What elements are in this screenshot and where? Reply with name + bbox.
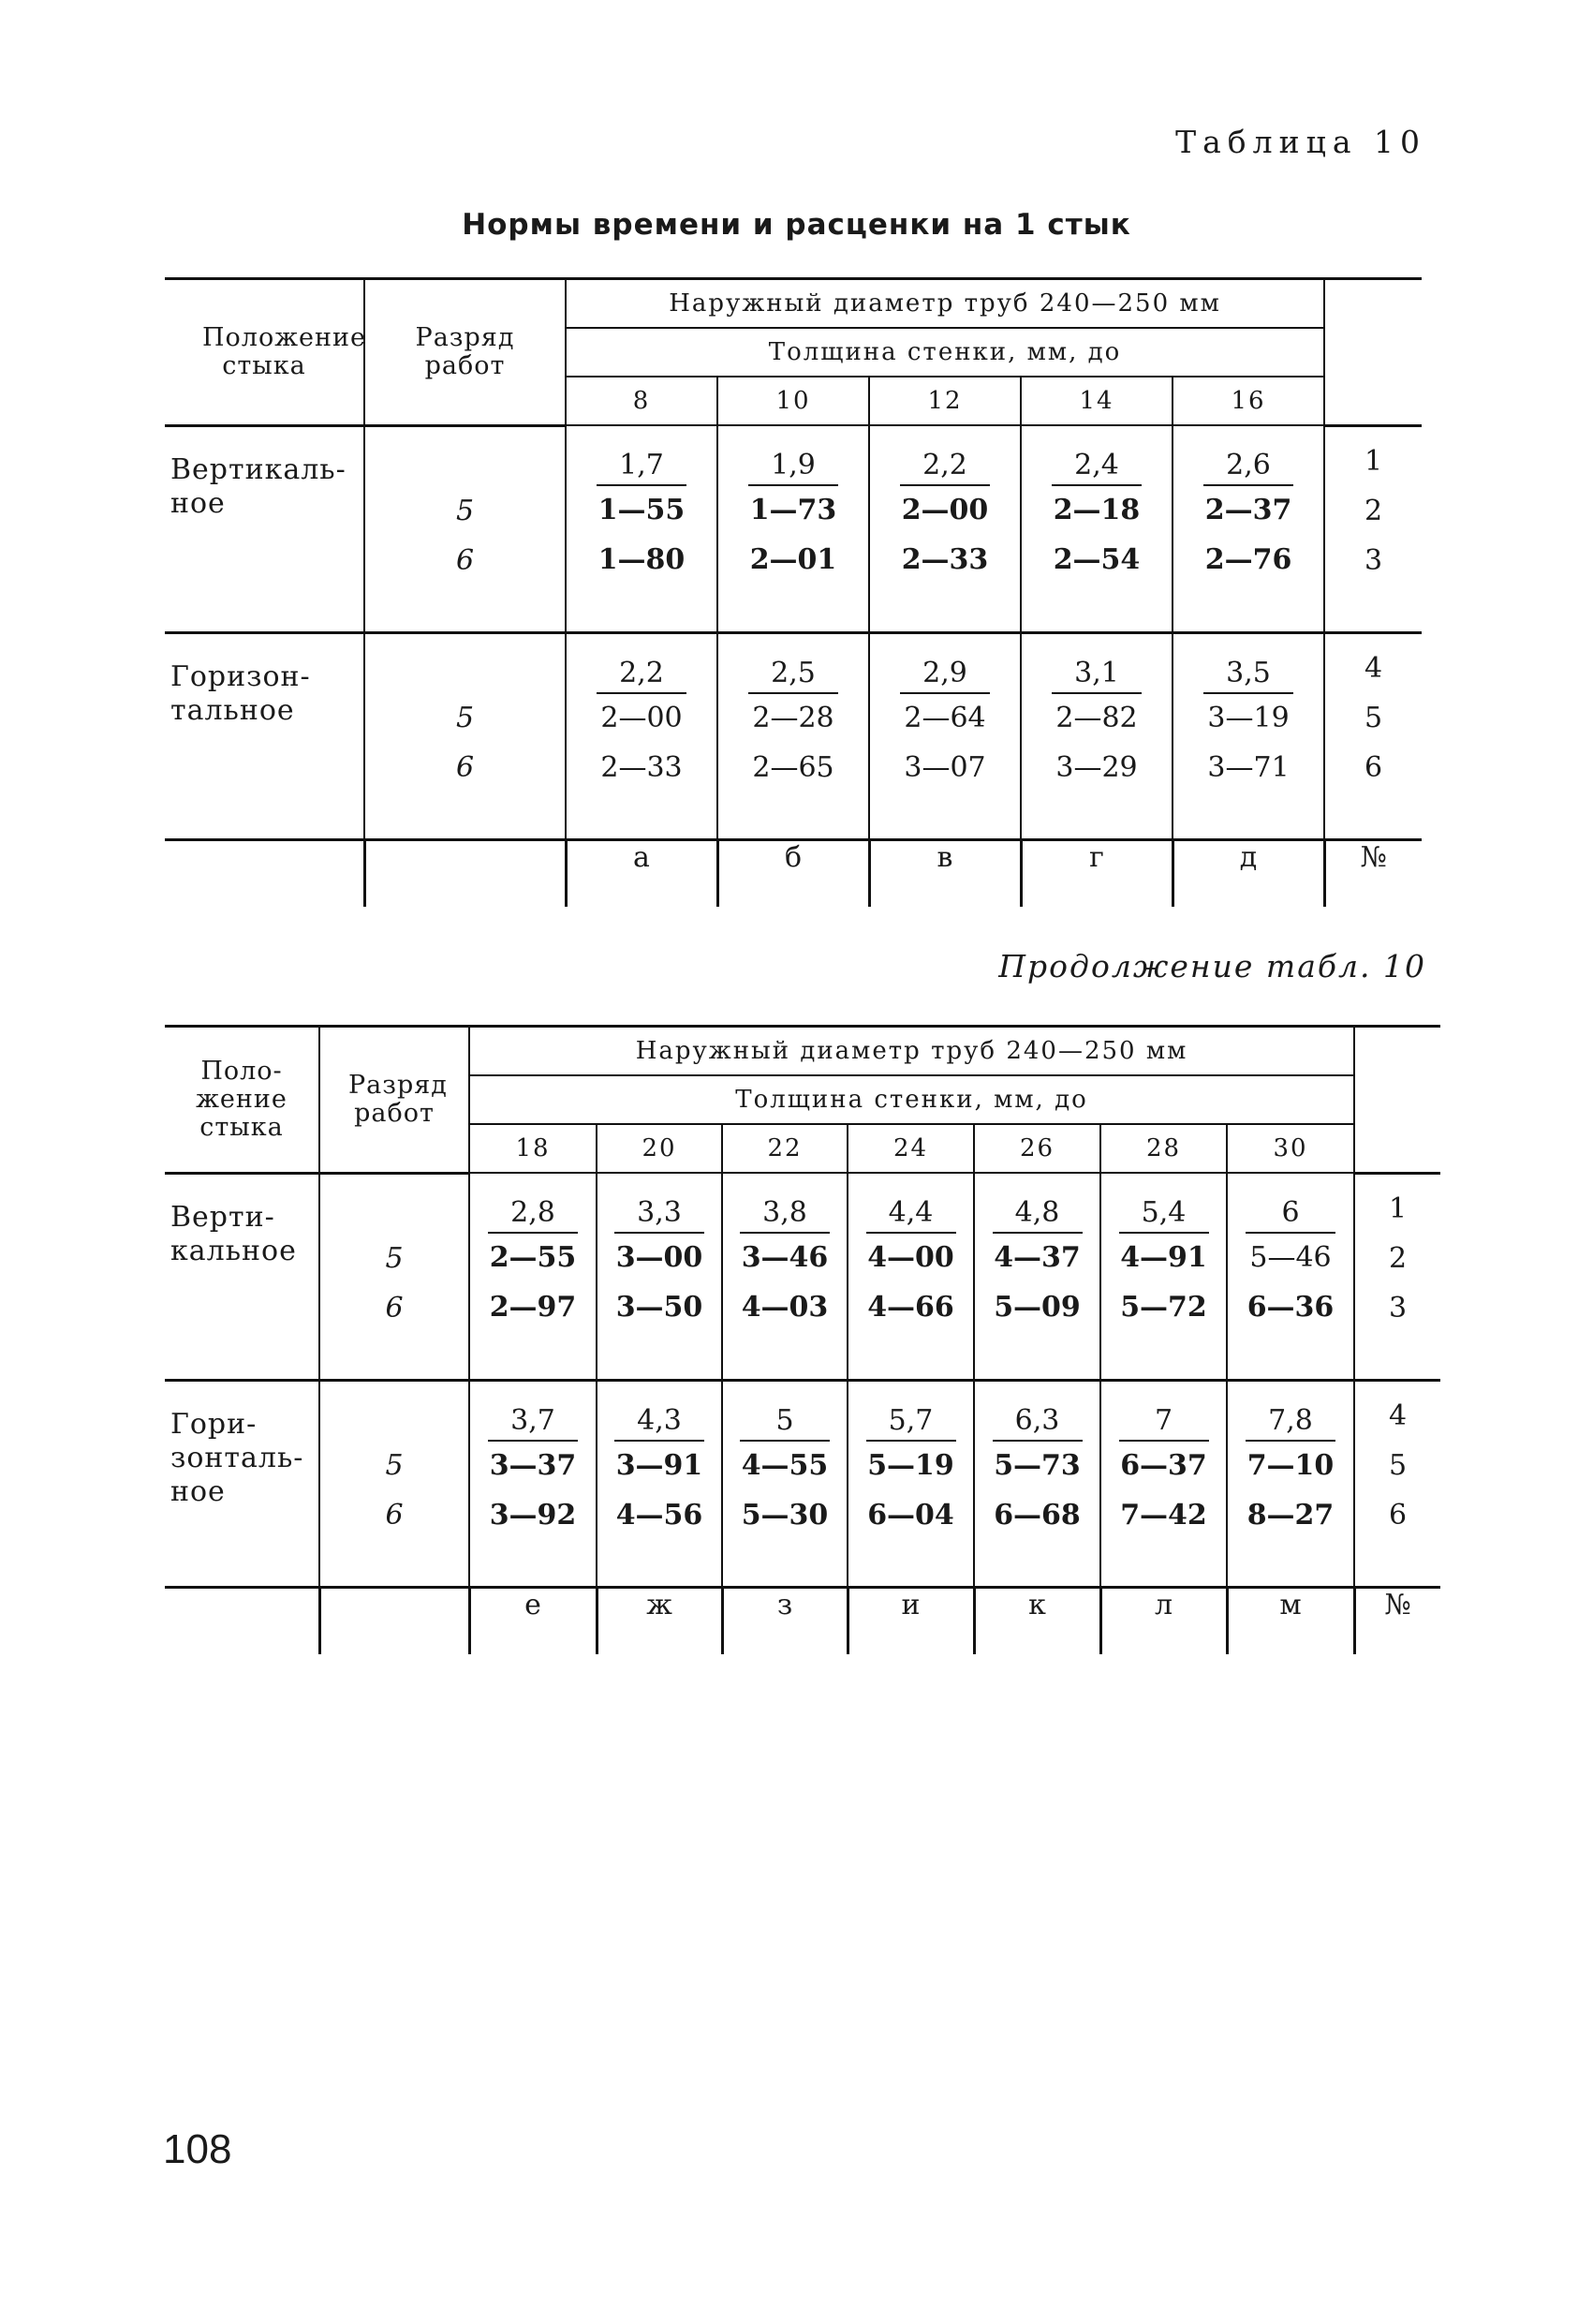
- header-thickness-value: 12: [869, 377, 1021, 425]
- time-norm: 2,2: [900, 447, 990, 486]
- time-norm: 1,7: [597, 447, 686, 486]
- page-number: 108: [163, 2126, 232, 2172]
- row-number: 4: [1364, 651, 1383, 685]
- rate-grade-5: 2—37: [1204, 494, 1292, 526]
- column-letter: а: [566, 839, 717, 907]
- grade-cell: [364, 632, 566, 839]
- rate-grade-5: 5—19: [867, 1448, 954, 1482]
- value-cell: [1173, 632, 1324, 839]
- column-letter: в: [869, 839, 1021, 907]
- row-number: 1: [1388, 1192, 1408, 1225]
- header-diameter: Наружный диаметр труб 240—250 мм: [469, 1027, 1354, 1076]
- time-norm: 3,5: [1203, 655, 1293, 694]
- time-norm: 3,3: [614, 1194, 704, 1234]
- grade-value: 5: [455, 701, 475, 734]
- time-norm: 1,9: [748, 447, 838, 486]
- value-cell: [722, 1380, 848, 1587]
- header-thickness-value: 20: [597, 1124, 722, 1173]
- grade-value: 6: [385, 1498, 404, 1532]
- value-cell: [1227, 1173, 1354, 1380]
- value-cell: [469, 1380, 597, 1587]
- rate-grade-5: 2—28: [752, 701, 834, 734]
- row-number: 5: [1364, 701, 1383, 734]
- value-cell: [469, 1173, 597, 1380]
- value-cell: [1227, 1380, 1354, 1587]
- rate-grade-5: 3—37: [489, 1448, 577, 1482]
- header-grade: Разряд работ: [364, 279, 566, 426]
- value-cell: [717, 425, 869, 632]
- rate-grade-5: 1—55: [597, 494, 686, 526]
- rate-grade-5: 4—37: [994, 1241, 1081, 1274]
- rate-grade-5: 6—37: [1120, 1448, 1207, 1482]
- footer-blank: [165, 839, 364, 907]
- time-norm: 2,6: [1203, 447, 1293, 486]
- grade-cell: [319, 1380, 469, 1587]
- rate-grade-5: 4—55: [741, 1448, 829, 1482]
- continuation-label: Продолжение табл. 10: [998, 948, 1426, 984]
- rate-grade-6: 2—33: [901, 543, 989, 576]
- rate-grade-5: 2—18: [1053, 494, 1141, 526]
- rate-grade-6: 2—76: [1204, 543, 1292, 576]
- rate-grade-6: 3—50: [615, 1291, 703, 1324]
- time-norm: 6,3: [993, 1402, 1083, 1442]
- footer-blank: [319, 1587, 469, 1654]
- value-cell: [848, 1380, 974, 1587]
- value-cell: [1173, 425, 1324, 632]
- rate-grade-6: 5—72: [1120, 1291, 1207, 1324]
- rate-grade-6: 8—27: [1246, 1498, 1335, 1532]
- column-letter: б: [717, 839, 869, 907]
- value-cell: [869, 632, 1021, 839]
- rate-grade-6: 2—54: [1053, 543, 1141, 576]
- rate-grade-6: 3—71: [1207, 750, 1290, 784]
- rate-grade-6: 2—01: [749, 543, 837, 576]
- value-cell: [869, 425, 1021, 632]
- time-norm: 5,7: [866, 1402, 956, 1442]
- rate-grade-5: 3—19: [1207, 701, 1290, 734]
- rate-grade-6: 2—33: [600, 750, 683, 784]
- row-number-cell: [1324, 425, 1422, 632]
- time-norm: 4,3: [614, 1402, 704, 1442]
- time-norm: 5: [740, 1402, 830, 1442]
- row-number-cell: [1324, 632, 1422, 839]
- value-cell: [597, 1173, 722, 1380]
- header-grade: Разряд работ: [319, 1027, 469, 1174]
- time-norm: 2,9: [900, 655, 990, 694]
- value-cell: [1100, 1173, 1227, 1380]
- rate-grade-6: 6—04: [867, 1498, 954, 1532]
- rate-grade-6: 4—66: [867, 1291, 954, 1324]
- row-number: 4: [1388, 1399, 1408, 1432]
- header-diameter: Наружный диаметр труб 240—250 мм: [566, 279, 1324, 329]
- header-thickness-value: 10: [717, 377, 869, 425]
- header-thickness-value: 30: [1227, 1124, 1354, 1173]
- rate-grade-6: 6—36: [1246, 1291, 1335, 1324]
- rate-grade-6: 7—42: [1120, 1498, 1207, 1532]
- row-number: 6: [1364, 750, 1383, 784]
- column-letter: ж: [597, 1587, 722, 1654]
- column-letter: е: [469, 1587, 597, 1654]
- rate-grade-5: 7—10: [1246, 1448, 1335, 1482]
- time-norm: 3,8: [740, 1194, 830, 1234]
- header-thickness-value: 26: [974, 1124, 1100, 1173]
- time-norm: 2,2: [597, 655, 686, 694]
- time-norm: 2,8: [488, 1194, 578, 1234]
- header-number-blank: [1324, 279, 1422, 426]
- time-norm: 4,8: [993, 1194, 1083, 1234]
- rate-grade-6: 2—65: [752, 750, 834, 784]
- column-letter: г: [1021, 839, 1173, 907]
- rate-grade-6: 5—09: [994, 1291, 1081, 1324]
- time-norm: 5,4: [1119, 1194, 1209, 1234]
- row-number: 1: [1364, 444, 1383, 478]
- column-letter: д: [1173, 839, 1324, 907]
- rate-grade-5: 2—55: [489, 1241, 577, 1274]
- position-label: Вертикаль- ное: [170, 452, 347, 520]
- row-number-cell: [1354, 1173, 1440, 1380]
- value-cell: [566, 632, 717, 839]
- rate-grade-6: 2—97: [489, 1291, 577, 1324]
- value-cell: [566, 425, 717, 632]
- column-letter: м: [1227, 1587, 1354, 1654]
- table-label: Таблица 10: [1175, 124, 1426, 160]
- value-cell: [597, 1380, 722, 1587]
- header-position: Поло- жение стыка: [165, 1027, 319, 1174]
- time-norm: 2,5: [748, 655, 838, 694]
- header-thickness-value: 14: [1021, 377, 1173, 425]
- grade-value: 5: [385, 1448, 404, 1482]
- column-letter: и: [848, 1587, 974, 1654]
- rate-grade-5: 4—00: [867, 1241, 954, 1274]
- value-cell: [848, 1173, 974, 1380]
- column-letter: к: [974, 1587, 1100, 1654]
- row-number: 2: [1388, 1241, 1408, 1275]
- time-norm: 3,1: [1052, 655, 1142, 694]
- row-number: 3: [1388, 1291, 1408, 1325]
- grade-cell: [319, 1173, 469, 1380]
- header-number-blank: [1354, 1027, 1440, 1174]
- header-thickness-value: 24: [848, 1124, 974, 1173]
- row-number: 2: [1364, 494, 1383, 527]
- rate-grade-6: 4—03: [741, 1291, 829, 1324]
- value-cell: [974, 1173, 1100, 1380]
- rate-grade-5: 3—46: [741, 1241, 829, 1274]
- rate-grade-5: 5—73: [994, 1448, 1081, 1482]
- rate-grade-6: 1—80: [597, 543, 686, 576]
- rate-grade-5: 4—91: [1120, 1241, 1207, 1274]
- header-thickness-value: 22: [722, 1124, 848, 1173]
- rate-grade-6: 4—56: [615, 1498, 703, 1532]
- page-heading: Нормы времени и расценки на 1 стык: [462, 208, 1131, 242]
- value-cell: [1021, 632, 1173, 839]
- grade-value: 5: [455, 494, 475, 527]
- rate-grade-5: 2—00: [901, 494, 989, 526]
- position-label: Горизон- тальное: [165, 632, 364, 839]
- header-thickness-value: 16: [1173, 377, 1324, 425]
- grade-value: 6: [455, 543, 475, 577]
- rate-grade-5: 2—64: [904, 701, 986, 734]
- time-norm: 4,4: [866, 1194, 956, 1234]
- row-number: 5: [1388, 1448, 1408, 1482]
- grade-cell: [364, 425, 566, 632]
- time-norm: 2,4: [1052, 447, 1142, 486]
- rate-grade-5: 3—91: [615, 1448, 703, 1482]
- position-label: Гори- зонталь- ное: [165, 1380, 319, 1587]
- number-sign: №: [1354, 1587, 1440, 1654]
- value-cell: [722, 1173, 848, 1380]
- time-norm: 7,8: [1246, 1402, 1335, 1442]
- rate-grade-6: 3—29: [1055, 750, 1138, 784]
- rate-grade-5: 2—00: [600, 701, 683, 734]
- time-norm: 7: [1119, 1402, 1209, 1442]
- row-number: 6: [1388, 1498, 1408, 1532]
- rate-grade-6: 6—68: [994, 1498, 1081, 1532]
- rate-grade-5: 5—46: [1249, 1241, 1332, 1274]
- rate-grade-5: 3—00: [615, 1241, 703, 1274]
- header-thickness: Толщина стенки, мм, до: [566, 328, 1324, 377]
- column-letter: з: [722, 1587, 848, 1654]
- footer-blank: [364, 839, 566, 907]
- row-number-cell: [1354, 1380, 1440, 1587]
- header-thickness-value: 28: [1100, 1124, 1227, 1173]
- rate-grade-5: 1—73: [749, 494, 837, 526]
- header-position: Положение стыка: [165, 279, 364, 426]
- footer-blank: [165, 1587, 319, 1654]
- value-cell: [1021, 425, 1173, 632]
- position-label: Верти- кальное: [170, 1200, 297, 1267]
- grade-value: 5: [385, 1241, 404, 1275]
- rate-grade-6: 3—92: [489, 1498, 577, 1532]
- norms-table-1: [165, 277, 1422, 907]
- rate-grade-6: 5—30: [741, 1498, 829, 1532]
- grade-value: 6: [385, 1291, 404, 1325]
- header-thickness-value: 18: [469, 1124, 597, 1173]
- row-number: 3: [1364, 543, 1383, 577]
- header-thickness-value: 8: [566, 377, 717, 425]
- column-letter: л: [1100, 1587, 1227, 1654]
- time-norm: 6: [1246, 1194, 1335, 1234]
- value-cell: [717, 632, 869, 839]
- value-cell: [1100, 1380, 1227, 1587]
- rate-grade-6: 3—07: [904, 750, 986, 784]
- number-sign: №: [1324, 839, 1422, 907]
- norms-table-2: [165, 1025, 1440, 1654]
- rate-grade-5: 2—82: [1055, 701, 1138, 734]
- header-thickness: Толщина стенки, мм, до: [469, 1075, 1354, 1124]
- time-norm: 3,7: [488, 1402, 578, 1442]
- value-cell: [974, 1380, 1100, 1587]
- grade-value: 6: [455, 750, 475, 784]
